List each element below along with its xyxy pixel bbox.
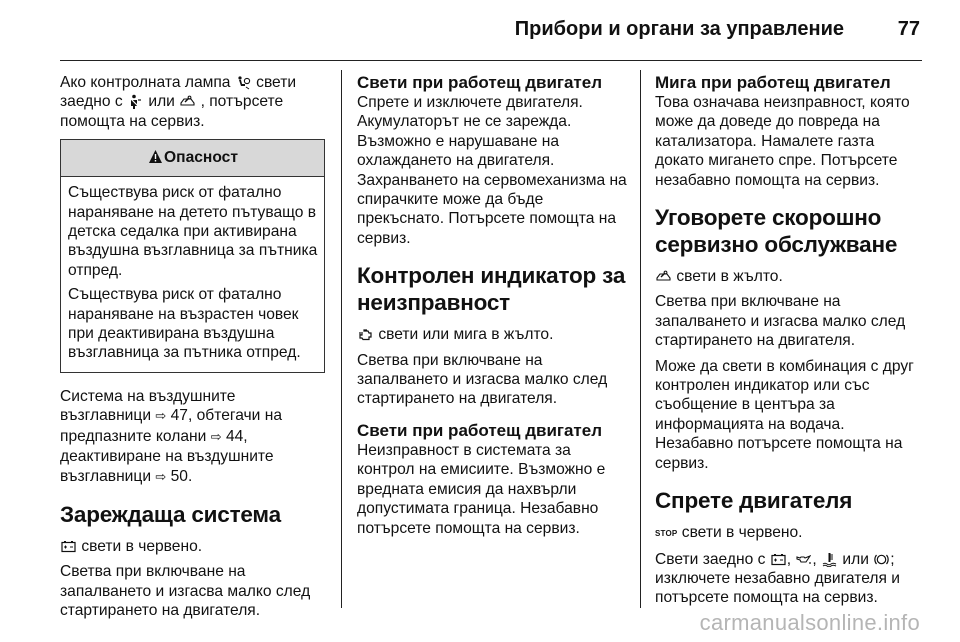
malfunction-body: Светва при включване на запалването и изгасва малко след стартирането на двигателя. (357, 351, 608, 408)
battery-icon (771, 552, 786, 567)
oil-can-icon (796, 552, 811, 567)
watermark: carmanualsonline.info (699, 610, 920, 635)
danger-text-1: Съществува риск от фатално нараняване на детето пътуващо в детска седалка при активирана въздушна възглавница за пътника отпред. (68, 184, 318, 279)
flashing-body: Това означава неизправност, която може да доведе до повреда на катализатора. Намалете газта докато мигането спре. Потърсете незабавно помощта на сервиз. (655, 94, 910, 189)
engine-running-body-2: Неизправност в системата за контрол на емисиите. Възможно е вредната емисия да нахвърли допустимата граница. Незабавно потърсете помощта на сервиз. (357, 441, 606, 537)
section-heading-malfunction: Контролен индикатор за неизправност (357, 263, 626, 316)
airbag-off-icon (236, 75, 251, 90)
engine-icon (358, 327, 373, 342)
service-lamp-line: свети в жълто. (655, 267, 927, 286)
subheading-engine-running: Свети при работещ двигател (357, 73, 603, 92)
danger-text-2: Съществува риск от фатално нараняване на възрастен човек при деактивирана въздушна възглавница за пътника отпред. (68, 286, 301, 362)
charging-lamp-line: свети в червено. (60, 537, 325, 556)
coolant-temp-icon (822, 552, 837, 567)
page-ref-icon: ⇨ (155, 409, 167, 425)
page-number: 77 (897, 18, 920, 40)
wrench-car-icon (656, 269, 671, 284)
danger-box-header (61, 140, 324, 177)
subheading-engine-running-2: Свети при работещ двигател (357, 420, 603, 440)
stop-body: Свети заедно с , , или ; изключете незабавно двигателя и потърсете помощта на сервиз. (655, 550, 900, 607)
page-title: Прибори и органи за управление (514, 18, 844, 40)
section-heading-charging: Зареждаща система (60, 501, 281, 527)
stop-lamp-line: STOP свети в червено. (655, 524, 803, 542)
wrench-car-icon (180, 94, 195, 109)
page-ref-icon: ⇨ (210, 429, 222, 445)
intro-paragraph: Ако контролната лампа свети заедно с или , потърсете помощта на сервиз. (60, 74, 297, 130)
warning-triangle-icon (148, 149, 163, 164)
danger-title: Опасност (164, 149, 238, 167)
cross-reference-paragraph: Система на въздушните възглавници ⇨ 47, обтегачи на предпазните колани ⇨ 44, деактивиране на въздушните възглавници ⇨ 50. (60, 387, 283, 485)
column-divider-1 (341, 70, 342, 608)
engine-running-body: Спрете и изключете двигателя. Акумулаторът не се зарежда. Възможно е нарушаване на охлаждането на двигателя. Захранването на сервомеханизма на спирачките може да бъде прекъснато. Потърсете помощта на сервиз. (357, 94, 627, 247)
page-ref-icon: ⇨ (155, 469, 167, 485)
malfunction-lamp-line: свети или мига в жълто. (357, 325, 629, 344)
column-2 (357, 73, 629, 544)
charging-body: Светва при включване на запалването и изгасва малко след стартирането на двигателя. (60, 563, 311, 620)
subheading-flashing: Мига при работещ двигател (655, 73, 891, 92)
section-heading-service: Уговорете скорошно сервизно обслужване (655, 205, 898, 258)
battery-icon (61, 539, 76, 554)
service-body-2: Може да свети в комбинация с друг контролен индикатор или със съобщение в центъра за информацията на водача. Незабавно потърсете помощта на сервиз. (655, 357, 914, 472)
column-1 (60, 73, 325, 627)
section-heading-stop: Спрете двигателя (655, 488, 853, 514)
stop-icon: STOP (655, 529, 678, 539)
seatbelt-icon (128, 94, 143, 109)
column-divider-2 (640, 70, 641, 608)
column-3 (655, 73, 927, 614)
page-header (60, 0, 922, 61)
danger-box (60, 139, 325, 373)
brake-icon (874, 552, 889, 567)
service-body-1: Светва при включване на запалването и изгасва малко след стартирането на двигателя. (655, 293, 906, 350)
